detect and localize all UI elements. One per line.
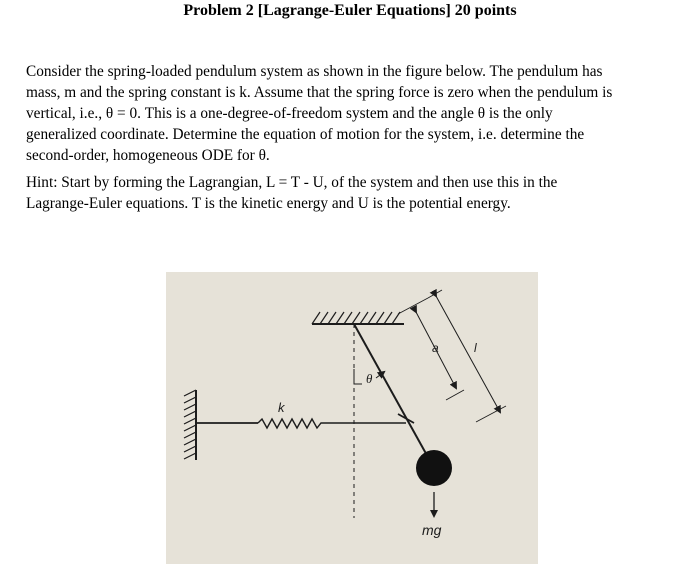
problem-title: Problem 2 [Lagrange-Euler Equations] 20 points [183,2,517,19]
hint-line-2: Lagrange-Euler equations. T is the kinetic energy and U is the potential energy. [26,195,511,212]
pendulum-figure [166,272,538,564]
theta-label: θ [366,371,373,386]
statement-line-1: Consider the spring-loaded pendulum system as shown in the figure below. The pendulum has [26,63,603,80]
statement-line-3: vertical, i.e., θ = 0. This is a one-degree-of-freedom system and the angle θ is the only [26,105,553,122]
label-k: k [278,400,285,415]
photo-background [166,272,538,564]
statement-line-5: second-order, homogeneous ODE for θ. [26,147,270,164]
hint-line-1: Hint: Start by forming the Lagrangian, L = T - U, of the system and then use this in the [26,174,558,191]
pendulum-diagram [166,272,538,564]
statement-line-4: generalized coordinate. Determine the equation of motion for the system, i.e. determine the [26,126,585,143]
problem-statement [26,61,676,166]
pendulum-bob [416,450,452,486]
label-l: l [474,341,477,355]
hint-paragraph [26,172,676,214]
statement-line-2: mass, m and the spring constant is k. Assume that the spring force is zero when the pendulum is [26,84,613,101]
label-a: a [432,341,439,355]
label-mg: mg [422,522,442,538]
